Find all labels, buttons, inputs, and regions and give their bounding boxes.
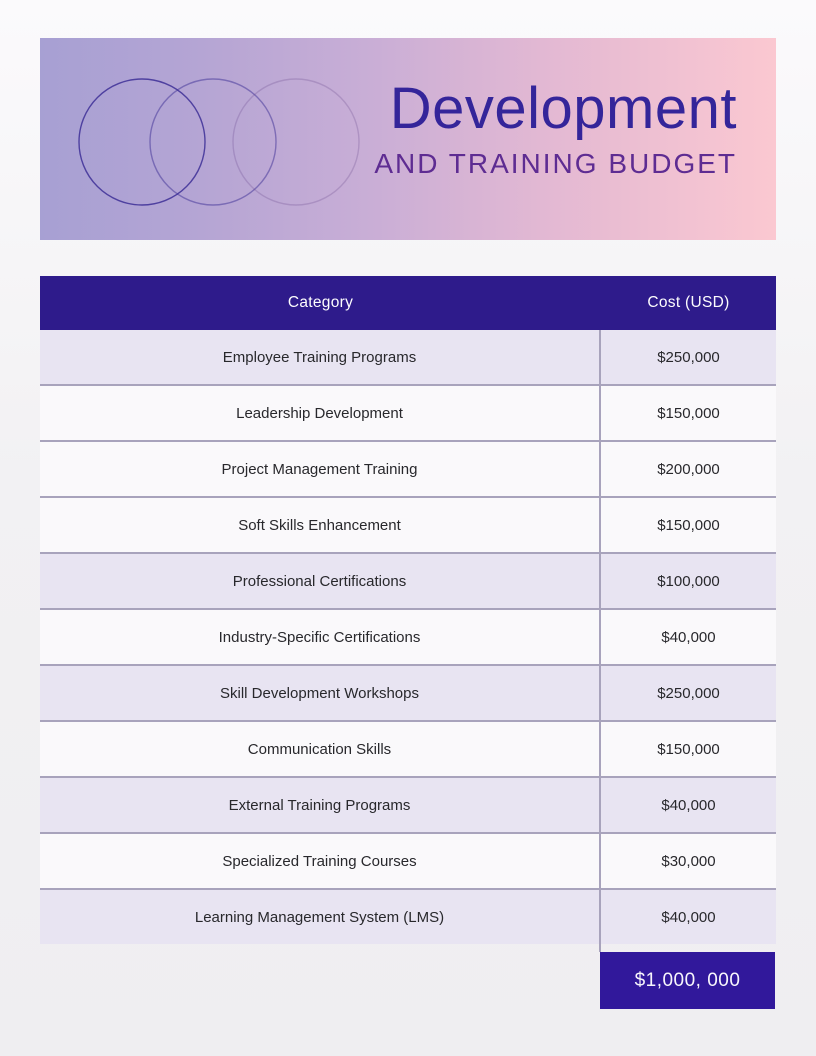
table-row [40, 834, 776, 890]
page-subtitle: AND TRAINING BUDGET [374, 148, 737, 179]
category-cell: Learning Management System (LMS) [194, 908, 445, 926]
category-cell: Industry-Specific Certifications [218, 628, 421, 646]
table-row [40, 386, 776, 442]
total-cost-badge [600, 952, 775, 1009]
cost-cell: $200,000 [599, 442, 776, 496]
category-cell: Skill Development Workshops [220, 684, 419, 702]
table-row [40, 722, 776, 778]
column-header-cost: Cost (USD) [647, 294, 730, 311]
table-row [40, 498, 776, 554]
budget-table [40, 276, 776, 1012]
table-row [40, 442, 776, 498]
category-cell: Communication Skills [247, 740, 392, 758]
category-cell: Employee Training Programs [222, 348, 417, 366]
table-row [40, 330, 776, 386]
cost-cell: $150,000 [599, 722, 776, 776]
table-row [40, 778, 776, 834]
cost-cell: $250,000 [599, 330, 776, 384]
column-header-category: Category [287, 294, 354, 311]
category-cell: Professional Certifications [232, 572, 407, 590]
cost-cell: $150,000 [599, 498, 776, 552]
table-row [40, 554, 776, 610]
page-title: Development [389, 76, 737, 141]
table-header-row [40, 276, 776, 330]
category-cell: Leadership Development [236, 404, 403, 422]
header-banner [40, 38, 776, 240]
category-cell: External Training Programs [228, 796, 411, 814]
category-cell: Soft Skills Enhancement [238, 516, 401, 534]
banner-text-block [374, 76, 737, 180]
table-row [40, 610, 776, 666]
column-divider-stub [599, 944, 601, 952]
cost-cell: $30,000 [599, 834, 776, 888]
cost-cell: $100,000 [599, 554, 776, 608]
cost-cell: $40,000 [599, 610, 776, 664]
cost-cell: $150,000 [599, 386, 776, 440]
cost-cell: $40,000 [599, 890, 776, 944]
total-cost-value: $1,000, 000 [634, 969, 741, 991]
category-cell: Specialized Training Courses [222, 852, 417, 870]
table-row [40, 666, 776, 722]
cost-cell: $40,000 [599, 778, 776, 832]
table-body [40, 330, 776, 944]
table-row [40, 890, 776, 944]
cost-cell: $250,000 [599, 666, 776, 720]
category-cell: Project Management Training [221, 460, 418, 478]
